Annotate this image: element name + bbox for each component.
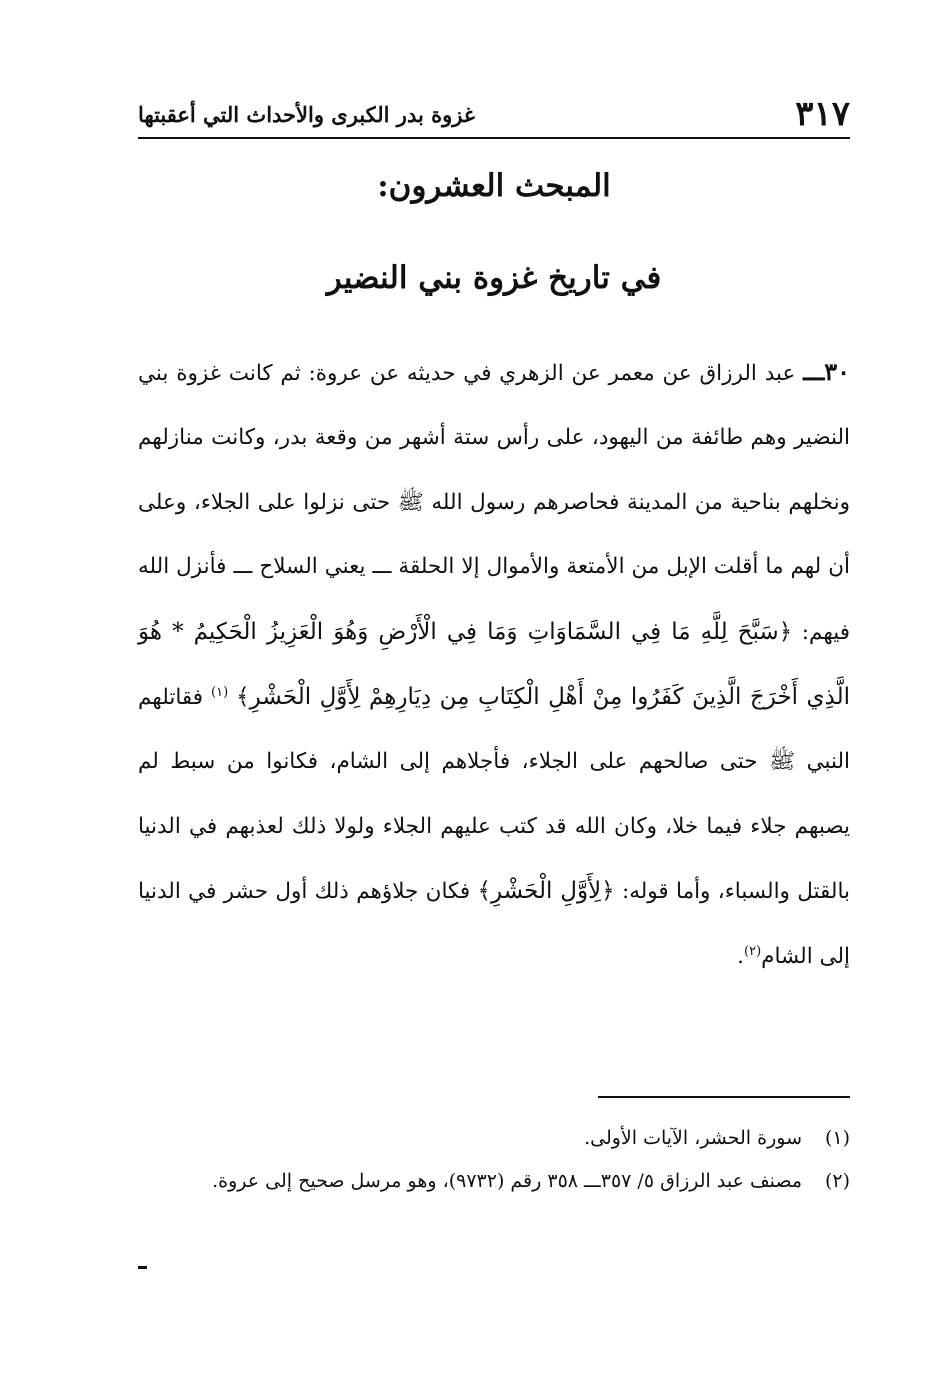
print-mark xyxy=(138,1266,147,1269)
section-number-heading: المبحث العشرون: xyxy=(377,168,611,204)
footnote-text: مصنف عبد الرزاق ٥/ ٣٥٧ـــ ٣٥٨ رقم (٩٧٣٢)، وهو مرسل صحيح إلى عروة. xyxy=(212,1170,802,1192)
hadith-text-part3: فكان جلاؤهم ذلك أول حشر في الدنيا إلى الشام xyxy=(138,879,850,969)
footnote-marker: (٢) xyxy=(824,1170,850,1192)
hadith-text-part1: عبد الرزاق عن معمر عن الزهري في حديثه عن عروة: ثم كانت غزوة بني النضير وهم طائفة من اليهود، على رأس ستة أشهر من وقعة بدر، وكانت منازلهم ونخلهم بناحية من المدينة فحاصرهم رسول الله ﷺ حتى نزلوا على الجلاء، وعلى أن لهم ما أقلت الإبل من الأمتعة والأموال إلا الحلقة ـــ يعني السلاح ـــ فأنزل الله فيهم: xyxy=(138,361,851,645)
hadith-text-part2: فقاتلهم النبي ﷺ حتى صالحهم على الجلاء، فأجلاهم إلى الشام، فكانوا من سبط لم يصبهم جلاء فيما خلا، وكان الله قد كتب عليهم الجلاء ولولا ذلك لعذبهم في الدنيا بالقتل والسباء، وأما قوله: xyxy=(138,685,850,905)
footnote-marker: (١) xyxy=(824,1127,850,1149)
running-header xyxy=(138,92,850,136)
section-title-heading: في تاريخ غزوة بني النضير xyxy=(326,260,662,296)
hadith-ending: . xyxy=(737,943,744,969)
header-divider xyxy=(138,137,850,139)
footnote-divider xyxy=(598,1096,850,1098)
hadith-number: ٣٠ـــ xyxy=(803,357,850,386)
quran-verse-1: ﴿سَبَّحَ لِلَّهِ مَا فِي السَّمَاوَاتِ وَمَا فِي الْأَرْضِ وَهُوَ الْعَزِيزُ الْحَكِيمُ * هُوَ الَّذِي أَخْرَجَ الَّذِينَ كَفَرُوا مِنْ أَهْلِ الْكِتَابِ مِن دِيَارِهِمْ لِأَوَّلِ الْحَشْرِ﴾ xyxy=(138,618,850,711)
quran-verse-2: ﴿لِأَوَّلِ الْحَشْرِ﴾ xyxy=(477,878,615,905)
running-header-title: غزوة بدر الكبرى والأحداث التي أعقبتها xyxy=(138,101,475,127)
footnotes xyxy=(138,1120,850,1206)
footnote-ref-1: (١) xyxy=(211,684,229,700)
page-number: ٣١٧ xyxy=(795,94,850,134)
footnote-ref-2: (٢) xyxy=(744,943,762,959)
footnote-text: سورة الحشر، الآيات الأولى. xyxy=(584,1127,802,1149)
footnote-item xyxy=(138,1163,850,1200)
hadith-paragraph xyxy=(138,340,850,989)
footnote-item xyxy=(138,1120,850,1157)
